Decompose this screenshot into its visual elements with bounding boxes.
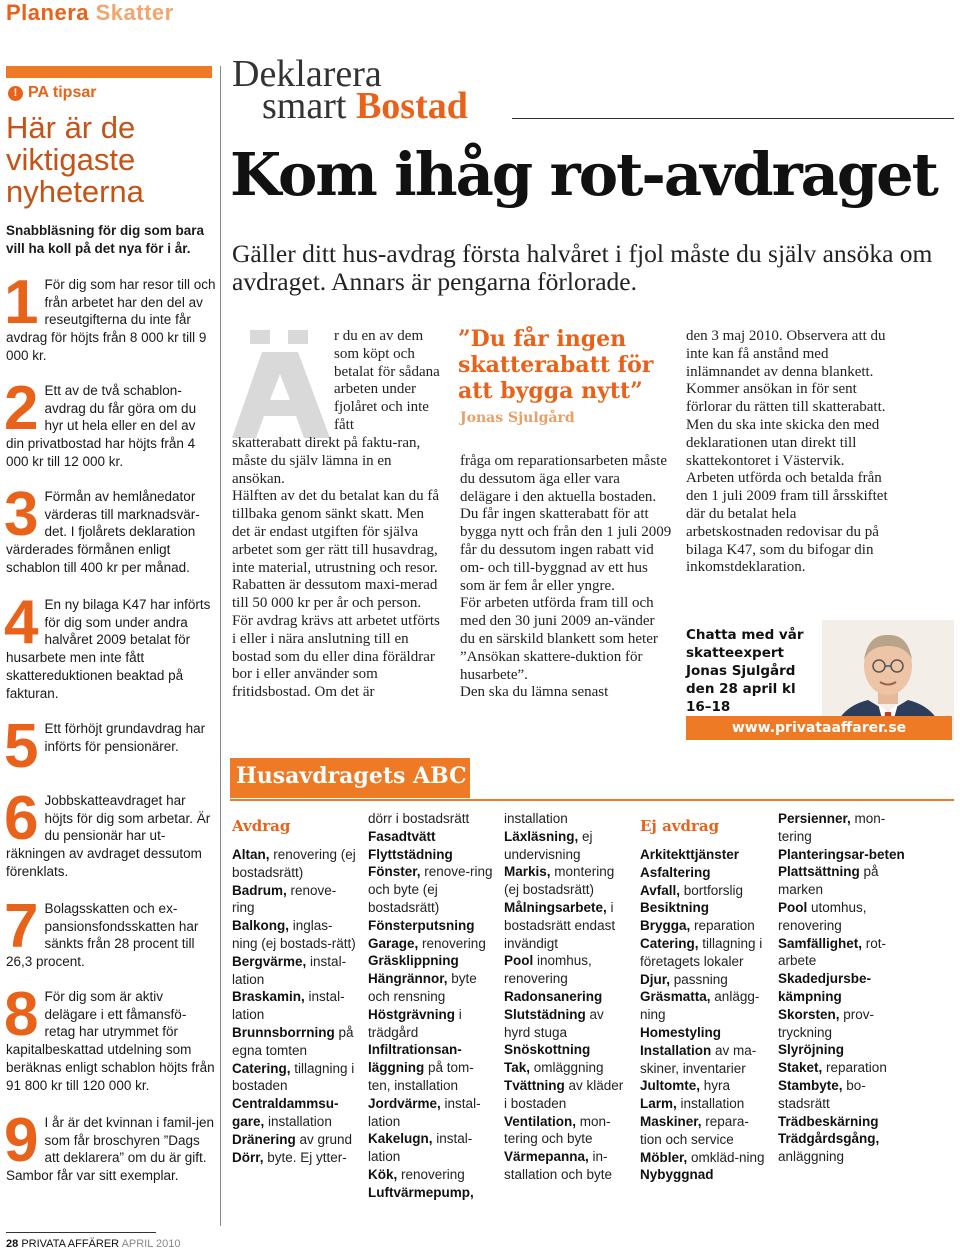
abc-entry-note: av ma-skiner, inventarier — [640, 1042, 757, 1076]
ingress: Gäller ditt hus-avdrag första halvåret i fjol måste du själv ansöka om avdraget. Annars är pengarna förlorade. — [232, 239, 933, 296]
abc-entry-term: Brygga, — [640, 918, 691, 934]
abc-entry-term: Gräsklippning — [368, 953, 459, 969]
abc-entry-term: Markis, — [504, 864, 551, 880]
abc-entry-term: Jordvärme, — [368, 1095, 441, 1111]
abc-entry-term: Pool — [504, 953, 534, 969]
abc-entry — [504, 1059, 630, 1077]
abc-entry-term: Tak, — [504, 1060, 531, 1076]
abc-column-1 — [232, 846, 358, 1166]
abc-title: Husavdragets ABC — [236, 763, 467, 789]
abc-entry-note: mon-tering och byte — [504, 1113, 611, 1147]
abc-entry-term: Skorsten, — [778, 1006, 840, 1022]
abc-entry-term: Catering, — [640, 935, 699, 951]
abc-entry-term: Maskiner, — [640, 1113, 702, 1129]
abc-entry-note: installation — [504, 811, 568, 826]
abc-entry — [640, 1166, 766, 1184]
article-col1-top: r du en av dem som köpt och betalat för sådana arbeten under fjolåret och inte fått — [334, 328, 440, 433]
abc-entry-term: Flyttstädning — [368, 846, 453, 862]
abc-entry — [778, 1077, 908, 1113]
abc-entry — [232, 1131, 358, 1149]
kicker-line1: Deklarera — [232, 53, 382, 95]
abc-entry-note: anlägg-ning — [640, 989, 760, 1023]
abc-entry — [640, 1042, 766, 1078]
abc-entry-term: Möbler, — [640, 1149, 688, 1165]
abc-entry-term: Homestyling — [640, 1024, 722, 1040]
abc-entry — [640, 1024, 766, 1042]
footer-rule — [6, 1232, 156, 1233]
abc-entry-note: på egna tomten — [232, 1024, 354, 1058]
abc-entry — [368, 952, 494, 970]
abc-entry — [232, 988, 358, 1024]
abc-entry — [778, 810, 908, 846]
abc-entry — [232, 1024, 358, 1060]
abc-entry-term: Badrum, — [232, 882, 287, 898]
tips-title: Här är de viktigaste nyheterna — [6, 110, 144, 209]
abc-entry-term: Fönster, — [368, 864, 421, 880]
abc-entry — [368, 1130, 494, 1166]
abc-entry-term: Bergvärme, — [232, 953, 307, 969]
abc-entry — [778, 970, 908, 1006]
abc-entry-note: dörr i bostadsrätt — [368, 811, 470, 826]
abc-entry — [368, 935, 494, 953]
abc-entry — [368, 1184, 494, 1202]
abc-entry-note: prov-tryckning — [778, 1006, 875, 1040]
abc-entry — [368, 810, 494, 828]
abc-entry — [368, 1166, 494, 1184]
abc-entry-term: Slutstädning — [504, 1006, 586, 1022]
abc-entry-term: Persienner, — [778, 811, 851, 826]
tip-item: 9 I år är det kvinnan i famil-jen som får broschyren ”Dags att deklarera” om du är gift. Sambor får var sitt exemplar. — [4, 1106, 215, 1184]
abc-entry-note: omläggning — [530, 1060, 604, 1076]
abc-entry-note: renovering (ej bostadsrätt) — [232, 847, 356, 880]
abc-entry-note: bortforslig — [680, 882, 744, 898]
abc-entry-note: utomhus, renovering — [778, 899, 867, 933]
abc-entry-note: inomhus, renovering — [504, 953, 592, 987]
abc-entry-term: Centraldammsu-gare, — [232, 1096, 339, 1129]
abc-entry-note: i bostadsrätt endast invändigt — [504, 899, 616, 951]
abc-entry — [504, 1113, 630, 1149]
abc-entry-note: av hyrd stuga — [504, 1006, 604, 1040]
abc-entry-note: installation — [676, 1096, 745, 1112]
abc-entry-term: Dörr, — [232, 1149, 264, 1165]
abc-entry-term: Skadedjursbe-kämpning — [778, 971, 872, 1004]
abc-entry-note: instal-lation — [232, 953, 347, 987]
abc-entry-note: renove-ring — [232, 882, 337, 916]
abc-entry — [640, 971, 766, 989]
abc-entry — [504, 988, 630, 1006]
abc-entry-note: reparation — [690, 918, 755, 934]
tip-item: 8 För dig som är aktiv delägare i ett fåmansfö-retag har utrymmet för kapitalbeskattad utdelning som beräknas enligt schablon höjts från 91 800 kr till 120 000 kr. — [4, 980, 215, 1093]
pull-quote: ”Du får ingen skatterabatt för att bygga nytt” — [458, 326, 654, 404]
tip-item: 5 Ett förhöjt grundavdrag har införts för pensionärer. — [4, 712, 206, 781]
abc-entry-note: instal-lation — [368, 1131, 473, 1165]
abc-entry-note: montering (ej bostadsrätt) — [504, 864, 615, 898]
abc-entry-note: rot-arbete — [778, 935, 887, 969]
headline: Kom ihåg rot-avdraget — [230, 140, 937, 209]
tip-item: 7 Bolagsskatten och ex-pansionsfondsskatten har sänkts från 28 procent till 26,3 procent. — [4, 892, 199, 970]
abc-entry — [640, 1113, 766, 1149]
tip-item: 4 En ny bilaga K47 har införts för dig som under andra halvåret 2009 betalat för husarbete men inte fått skattereduktionen beaktad på fakturan. — [4, 588, 211, 701]
abc-entry-note: installation — [264, 1113, 332, 1129]
abc-entry-term: Infiltrationsan-läggning — [368, 1042, 462, 1076]
abc-entry-note: instal-lation — [232, 989, 345, 1023]
abc-entry — [640, 882, 766, 900]
abc-entry-term: Braskamin, — [232, 989, 305, 1005]
abc-entry — [232, 1095, 358, 1131]
abc-entry — [640, 846, 766, 864]
abc-column-4 — [640, 846, 766, 1184]
abc-entry-note: mon-tering — [778, 811, 886, 844]
abc-entry-term: Trädgårdsgång, — [778, 1131, 880, 1147]
abc-entry — [640, 988, 766, 1024]
abc-entry-note: inglas-ning (ej bostads-rätt) — [232, 918, 356, 951]
exclamation-icon: ! — [8, 86, 23, 101]
abc-rule — [230, 799, 954, 801]
abc-entry — [368, 828, 494, 846]
abc-entry-term: Samfällighet, — [778, 935, 863, 951]
tip-item: 1 För dig som har resor till och från arbetet har den del av reseutgifterna du inte får avdrag för höjts från 8 000 kr till 9 000 kr. — [4, 268, 216, 363]
abc-entry-note: in-stallation och byte — [504, 1149, 613, 1182]
abc-entry — [368, 846, 494, 864]
abc-entry-term: Trädbeskärning — [778, 1113, 879, 1129]
abc-entry — [640, 1077, 766, 1095]
abc-entry-note: renovering — [397, 1166, 465, 1182]
abc-entry-term: Altan, — [232, 847, 270, 862]
abc-entry-term: Jultomte, — [640, 1078, 701, 1094]
tips-lead: Snabbläsning för dig som bara vill ha koll på det nya för i år. — [6, 223, 205, 256]
abc-entry — [232, 917, 358, 953]
article-col3: den 3 maj 2010. Observera att du inte kan få anstånd med inlämnandet av denna blankett. Kommer ansökan in för sent förlorar du rätten till skatterabatt. Men du ska inte skicka den med deklarationen utan direkt till skattekontoret i Västervik. Arbeten utförda och betalda från den 1 juli 2009 fram till årsskiftet där du betalat hela arbetskostnaden redovisar du på bilaga K47, som du bifogar din inkomstdeklaration. — [686, 328, 888, 576]
abc-entry-term: Nybyggnad — [640, 1167, 714, 1183]
abc-entry — [232, 1060, 358, 1096]
tip-item: 3 Förmån av hemlånedator värderas till marknadsvär-det. I fjolårets deklaration värderades förmånen enligt schablon till 400 kr per månad. — [4, 480, 200, 575]
abc-entry-term: Slyröjning — [778, 1042, 845, 1058]
abc-entry-note: byte och rensning — [368, 971, 477, 1004]
abc-entry-term: Avfall, — [640, 882, 681, 898]
abc-entry-term: Planteringsar-beten — [778, 846, 905, 862]
abc-entry-note: renovering — [418, 935, 486, 951]
abc-entry — [232, 882, 358, 918]
abc-entry-term: Larm, — [640, 1096, 677, 1112]
abc-entry — [778, 1130, 908, 1166]
abc-entry — [504, 1041, 630, 1059]
abc-entry-term: Läxläsning, — [504, 828, 579, 844]
tips-top-bar — [6, 66, 212, 78]
abc-entry — [640, 1149, 766, 1167]
tips-header: ! PA tipsar — [8, 84, 96, 102]
abc-entry-term: Radonsanering — [504, 988, 603, 1004]
abc-entry-term: Värmepanna, — [504, 1149, 589, 1165]
abc-entry-term: Djur, — [640, 971, 671, 987]
abc-entry — [368, 1095, 494, 1131]
abc-entry — [778, 1113, 908, 1131]
abc-entry-note: repara-tion och service — [640, 1113, 749, 1147]
footer: 28 PRIVATA AFFÄRER APRIL 2010 — [6, 1238, 181, 1250]
abc-entry-term: Balkong, — [232, 918, 290, 934]
abc-entry — [368, 1041, 494, 1094]
abc-entry-term: Catering, — [232, 1060, 291, 1076]
abc-entry-note: på marken — [778, 864, 879, 898]
abc-entry — [640, 864, 766, 882]
abc-entry-note: reparation — [822, 1060, 887, 1076]
abc-entry-note: renove-ring och byte (ej bostadsrätt) — [368, 864, 493, 915]
abc-column-2 — [368, 810, 494, 1202]
dropcap — [232, 330, 332, 435]
abc-entry-term: Pool — [778, 899, 808, 915]
avdrag-label: Avdrag — [232, 817, 291, 835]
abc-entry-term: Målningsarbete, — [504, 899, 607, 915]
abc-entry-note: i trädgård — [368, 1006, 462, 1040]
abc-entry — [232, 846, 358, 882]
abc-entry — [504, 952, 630, 988]
abc-entry — [232, 953, 358, 989]
kicker-rule — [512, 118, 954, 119]
abc-entry-term: Installation — [640, 1042, 712, 1058]
abc-entry — [504, 828, 630, 864]
abc-entry — [368, 863, 494, 916]
abc-entry — [640, 1095, 766, 1113]
abc-entry — [504, 899, 630, 952]
abc-entry-note: omkläd-ning — [687, 1149, 765, 1165]
abc-entry-note: byte. Ej ytter- — [263, 1149, 347, 1165]
abc-entry — [368, 1006, 494, 1042]
abc-entry-term: Stambyte, — [778, 1077, 843, 1093]
abc-entry — [640, 899, 766, 917]
abc-entry-term: Fasadtvätt — [368, 828, 436, 844]
abc-entry — [778, 863, 908, 899]
abc-entry-term: Ventilation, — [504, 1113, 577, 1129]
abc-entry-note: ej undervisning — [504, 828, 593, 862]
abc-entry — [778, 935, 908, 971]
abc-entry-term: Hängrännor, — [368, 971, 448, 987]
abc-entry-term: Kök, — [368, 1166, 398, 1182]
chat-promo: Chatta med vår skatteexpert Jonas Sjulgård den 28 april kl 16–18 — [686, 627, 804, 715]
abc-entry-term: Asfaltering — [640, 864, 711, 880]
abc-entry — [504, 1006, 630, 1042]
abc-entry — [504, 1148, 630, 1184]
abc-entry — [640, 935, 766, 971]
abc-entry-term: Plattsättning — [778, 864, 860, 880]
article-col2: fråga om reparationsarbeten måste du dessutom äga eller vara delägare i den aktuella bostaden. Du får ingen skatterabatt för att bygga nytt och från den 1 juli 2009 får du dessutom ingen rabatt vid om- och till-byggnad av ett hus som är fem år eller yngre. För arbeten utförda fram till och med den 30 juni 2009 an-vänder du en särskild blankett som heter ”Ansökan skattere-duktion för husarbete”. Den ska du lämna senast — [460, 453, 672, 701]
abc-column-5 — [778, 810, 908, 1166]
abc-entry — [232, 1149, 358, 1167]
abc-entry — [778, 1041, 908, 1059]
abc-entry — [640, 917, 766, 935]
abc-entry-term: Luftvärmepump, — [368, 1184, 474, 1200]
abc-entry-term: Brunnsborrning — [232, 1024, 335, 1040]
abc-entry — [778, 1059, 908, 1077]
abc-entry-term: Snöskottning — [504, 1042, 591, 1058]
abc-entry-term: Fönsterputsning — [368, 917, 475, 933]
abc-entry-note: av kläder i bostaden — [504, 1077, 624, 1111]
abc-entry-note: av grund — [295, 1131, 353, 1147]
abc-entry-note: passning — [670, 971, 728, 987]
tip-item: 2 Ett av de två schablon-avdrag du får göra om du hyr ut hela eller en del av din privatbostad har höjts från 4 000 kr till 12 000 kr. — [4, 374, 197, 469]
abc-entry-note: på tom-ten, installation — [368, 1060, 474, 1093]
abc-entry — [368, 917, 494, 935]
abc-entry — [504, 863, 630, 899]
abc-entry-term: Staket, — [778, 1060, 823, 1076]
abc-entry-term: Arkitekttjänster — [640, 847, 740, 862]
article-col1: skatterabatt direkt på faktu-ran, måste du själv lämna in en ansökan. Hälften av det du betalat kan du få tillbaka genom sänkt skatt. Men det är endast utgiften för själva arbetet som ger rätt till husavdrag, inte material, utrustning och resor. Rabatten är dessutom maxi-merad till 50 000 kr per år och person. För avdrag krävs att arbetet utförts i eller i nära anslutning till en bostad som du eller dina föräldrar bor i eller använder som fritidsbostad. Om det är — [232, 435, 440, 701]
abc-entry — [368, 970, 494, 1006]
tip-item: 6 Jobbskatteavdraget har höjts för dig som arbetar. Är du pensionär har ut-räkningen av avdraget dessutom förenklats. — [4, 784, 211, 879]
abc-entry-term: Gräsmatta, — [640, 989, 711, 1005]
quote-byline: Jonas Sjulgård — [460, 410, 575, 426]
column-divider — [220, 66, 221, 1226]
abc-entry — [504, 1077, 630, 1113]
abc-column-3 — [504, 810, 630, 1184]
abc-entry-term: Kakelugn, — [368, 1131, 433, 1147]
abc-entry-term: Höstgrävning — [368, 1006, 456, 1022]
abc-entry-note: hyra — [700, 1078, 731, 1094]
abc-entry-term: Dränering — [232, 1131, 296, 1147]
abc-entry-term: Tvättning — [504, 1077, 565, 1093]
abc-entry-note: tillagning i företagets lokaler — [640, 935, 763, 969]
abc-entry — [778, 846, 908, 864]
abc-entry-term: Garage, — [368, 935, 419, 951]
abc-entry — [504, 810, 630, 828]
kicker-line2: smart Bostad — [262, 85, 468, 127]
abc-entry — [778, 1006, 908, 1042]
abc-entry-note: anläggning — [778, 1149, 845, 1165]
abc-entry-note: instal-lation — [368, 1095, 481, 1129]
abc-entry — [778, 899, 908, 935]
website-link[interactable]: www.privataaffarer.se — [686, 716, 952, 740]
section-tag: Planera Skatter — [6, 0, 174, 25]
ej-avdrag-label: Ej avdrag — [640, 817, 720, 835]
abc-entry-term: Besiktning — [640, 900, 710, 916]
abc-entry-note: bo-stadsrätt — [778, 1077, 866, 1111]
abc-entry-note: tillagning i bostaden — [232, 1060, 355, 1094]
